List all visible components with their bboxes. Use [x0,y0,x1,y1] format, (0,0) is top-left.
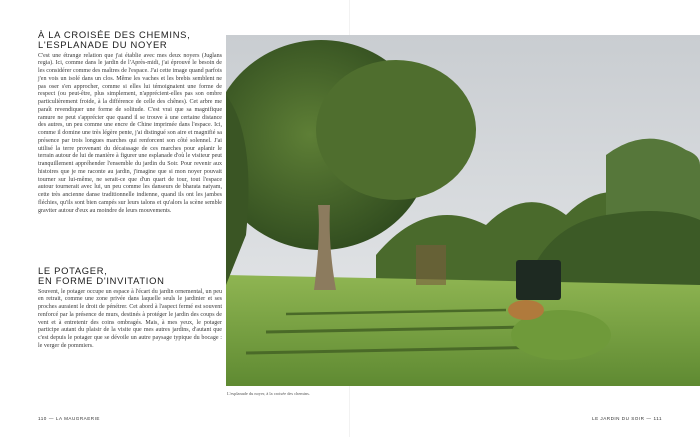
folio-left [38,416,100,421]
section-potager-heading [38,266,222,286]
section-noyer-body: C'est une étrange relation que j'ai établie avec mes deux noyers (Juglans regia). Ici, comme dans le jardin de l'Après-midi, j'ai éprouvé le besoin de les considérer comme des maîtres de l'espace. J'ai cette image quand parfois j'en vois un isolé dans un clos. Même les vaches et les brebis semblent ne pas oser s'en approcher, comme si elles lui témoignaient une forme de respect (ou peut-être, plus simplement, n'apprécient-elles pas son ombre particulièrement froide, à la différence de celle des chênes). Cet arbre me paraît revendiquer une forme de solitude. C'est vrai que sa magnifique ramure ne peut s'apprécier que quand il se trouve à une certaine distance des autres, un peu comme une encre de Chine imprimée dans l'espace. Ici, comme il domine une très légère pente, j'ai distingué son aire et magnifié sa présence par trois longues marches qui renforcent son côté solennel. J'ai utilisé la terre provenant du décaissage de ces marches pour aplanir le terrain autour de lui de manière à figurer une esplanade d'où le visiteur peut tranquillement appréhender l'ensemble du jardin du Soir. Pour revenir aux histoires que je me raconte au jardin, j'imagine que si mon noyer pouvait tourner sur lui-même, ne serait-ce que d'un quart de tour, tout l'espace autour tournerait avec lui, un peu comme les danseurs de bharata natyam, cette très ancienne danse traditionnelle indienne, quand ils ont les jambes fléchies, qu'ils sont bien campés sur leurs talons et qu'alors la scène semble graviter autour d'eux au moindre de leurs mouvements. [38,52,222,214]
section-noyer [38,30,222,215]
folio-right-title: LE JARDIN DU SOIR [592,416,645,421]
folio-right [592,416,662,421]
section-noyer-heading-line2: L'ESPLANADE DU NOYER [38,38,168,50]
section-noyer-heading [38,30,222,50]
section-potager [38,266,222,351]
folio-left-title: LA MAUGRAERIE [55,416,100,421]
flower-bed-accent [508,300,544,320]
folio-left-page: 110 [38,416,47,421]
garden-planter [516,260,561,300]
section-potager-heading-line2: EN FORME D'INVITATION [38,274,165,286]
walnut-canopy-right [316,60,476,200]
section-potager-heading-line1: LE POTAGER, [38,265,108,276]
distant-gate [416,245,446,285]
section-noyer-heading-line1: À LA CROISÉE DES CHEMINS, [38,29,191,40]
folio-right-sep: — [646,416,652,421]
folio-right-page: 111 [653,416,662,421]
garden-photo [226,35,700,386]
section-potager-body: Souvent, le potager occupe un espace à l'écart du jardin ornemental, un peu en retrait, comme une zone privée dans laquelle seuls le jardinier et ses proches auraient le droit de pénétrer. Cet abord à l'aspect fermé est souvent renforcé par la présence de murs, destinés à protéger le jardin des coups de vent et à entretenir des coins ombragés. Mais, à mes yeux, le potager participe autant du plaisir de la visite que mes autres jardins, d'autant que c'est depuis le potager que se dévoile un autre paysage typique du bocage : le verger de pommiers. [38,288,222,349]
garden-photo-illustration [226,35,700,386]
folio-left-sep: — [48,416,54,421]
photo-caption: L'esplanade du noyer, à la croisée des chemins. [227,391,310,396]
